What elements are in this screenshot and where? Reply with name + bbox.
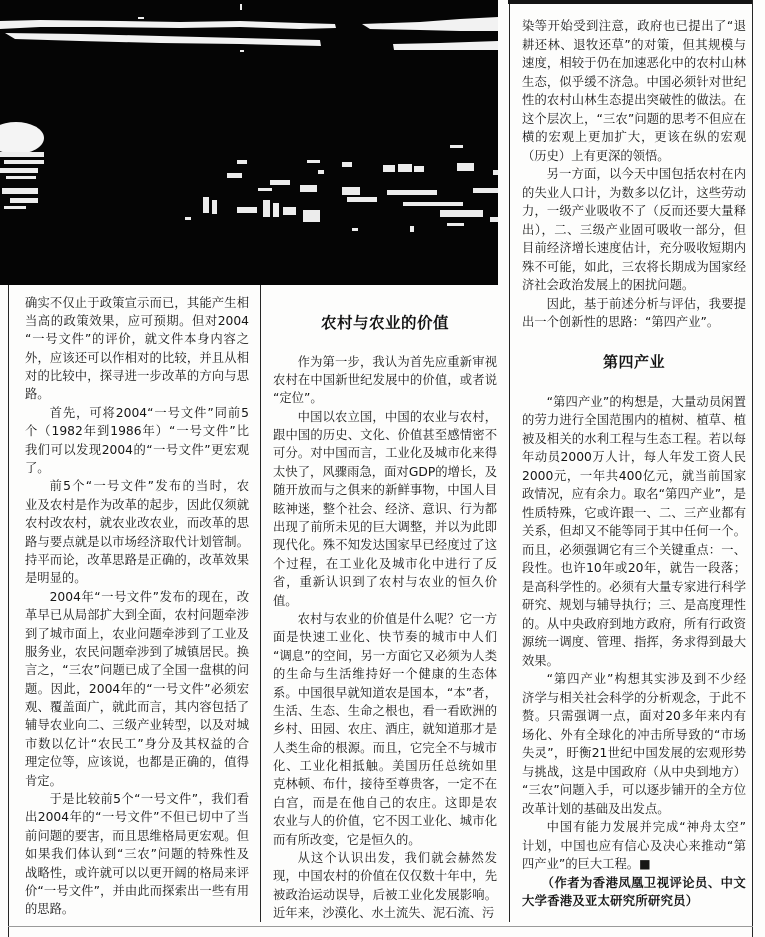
text-line: 改革计划的基础及出发点。 <box>522 801 670 816</box>
text-line: 省，重新认识到了农村与农业的恒久价 <box>273 575 497 590</box>
photo-highlight <box>440 210 483 217</box>
text-line: 关系，但却又不能等同于其中任何一个。 <box>522 524 746 538</box>
text-line: 而有所改变，它是恒久的。 <box>273 832 421 847</box>
column-divider-middle-right <box>509 4 510 922</box>
photo-highlight <box>258 188 272 191</box>
text-line: 路。 <box>25 387 50 402</box>
text-line: 的失业人口计，为数多以亿计，这些劳动 <box>522 185 746 200</box>
photo-highlight <box>270 180 290 185</box>
text-line: 克林顿、布什，接待至尊贵客，一定不在 <box>273 777 497 792</box>
photo-highlight <box>307 160 320 163</box>
text-line: 被政治运动误导，后被工业化发展影响。 <box>273 887 497 902</box>
photo-highlight <box>138 17 144 19</box>
text-line: 出一个创新性的思路：“第四产业”。 <box>522 315 720 329</box>
text-line: 作为第一步，我认为首先应重新审视 <box>297 354 497 369</box>
section-heading-fourth-industry: 第四产业 <box>602 353 665 371</box>
photo-highlight <box>342 187 360 195</box>
photo-highlight <box>237 207 257 213</box>
photo-highlight <box>212 200 217 214</box>
paragraph <box>273 849 497 923</box>
text-line: 当高的政策效果，应可预期。但对2004 <box>25 313 249 328</box>
text-line: 出现了前所未见的巨大调整，并以为此即 <box>273 520 497 535</box>
text-line: 价“一号文件”，并由此而探索出一些有用 <box>25 884 249 898</box>
text-line: “第四产业”构想其实涉及到不少经 <box>546 672 746 686</box>
text-line: （历史）上有更深的领悟。 <box>522 148 670 163</box>
text-line: 前问题的要害，而且思维格局更宏观。但 <box>25 828 249 843</box>
article-photo-image <box>0 0 498 285</box>
text-line: 中国以农立国，中国的农业与农村， <box>297 409 497 424</box>
author-note <box>522 874 746 911</box>
text-line: 观、覆盖面广，就此而言，其内容包括了 <box>25 700 249 715</box>
text-line: 耕还林、退牧还草”的对策，但其规模与 <box>522 37 746 52</box>
text-line: 辅导农业向二、三级产业转型，以及对城 <box>25 718 249 733</box>
paragraph <box>522 670 746 818</box>
text-line: 可分。对中国而言，工业化及城市化来得 <box>273 446 497 461</box>
text-line: 持平而论，改革思路是正确的，改革效果 <box>25 552 249 567</box>
text-line: 农村改农村，就农业改农业，而改革的思 <box>25 516 249 531</box>
text-line: 这个层次上，“三农”问题的思考不但应在 <box>522 111 746 126</box>
right-column-bottom <box>522 393 746 911</box>
text-line: 段性。也许10年或20年，就告一段落； <box>522 561 746 575</box>
text-line: 是高科学性的。必须有大量专家进行科学 <box>522 579 746 594</box>
text-line: 源统一调度、管理、指挥，务求得到最大 <box>522 635 746 649</box>
text-line: 效果。 <box>522 653 559 668</box>
text-line: 业及农村是作为改革的起步，因此仅须就 <box>25 497 249 512</box>
text-line: 系。中国很早就知道农是国本，“本”者， <box>273 685 497 700</box>
paragraph <box>273 610 497 849</box>
text-line: 济学与相关社会科学的分析观念，于此不 <box>522 690 746 705</box>
text-line: 而且，必须强调它有三个关键重点：一、 <box>522 542 746 557</box>
text-line: 题。因此，2004年的“一号文件”必须宏 <box>25 681 249 696</box>
photo-highlight <box>0 122 44 154</box>
bottom-border <box>8 926 753 927</box>
text-line: 理定位等，应该说，也都是正确的，值得 <box>25 755 249 770</box>
text-line: 研究、规划与辅导执行；三、是高度理性 <box>522 598 746 612</box>
text-line: 的思路。 <box>25 902 75 917</box>
text-line: 2004年“一号文件”发布的现在，改 <box>49 589 249 604</box>
text-line: 于是比较前5个“一号文件”，我们看 <box>49 792 249 807</box>
text-line: 个过程，在工业化及城市化中进行了反 <box>273 556 497 571</box>
photo-highlight <box>283 207 296 215</box>
text-line: 肯定。 <box>25 773 62 788</box>
text-line: 赘。只需强调一点，面对20多年来内有 <box>522 709 746 723</box>
text-line: 前5个“一号文件”发布的当时，农 <box>49 479 249 494</box>
text-line: 人类生命的根源。而且，它完全不与城市 <box>273 740 497 755</box>
photo-highlight <box>185 217 191 220</box>
photo-highlight <box>490 217 498 222</box>
photo-highlight <box>240 4 242 10</box>
text-line: 农业与人的价值，它不因工业化、城市化 <box>273 814 497 829</box>
text-line: “三农”问题入手，可以逐步铺开的全方位 <box>522 783 746 797</box>
photo-highlight <box>4 160 44 164</box>
photo-highlight <box>347 197 377 202</box>
text-line: 跟中国的历史、文化、价值甚至感情密不 <box>273 428 497 443</box>
text-line: 市数以亿计“农民工”身分及其权益的合 <box>25 736 249 751</box>
paragraph <box>25 477 249 587</box>
photo-highlight <box>203 197 209 213</box>
text-line: 失灵”，盱衡21世纪中国发展的宏观形势 <box>522 746 746 760</box>
photo-highlight <box>2 188 38 194</box>
text-line: “第四产业”的构想是，大量动员闲置 <box>546 394 746 409</box>
photo-highlight <box>0 20 336 29</box>
photo-highlight <box>414 166 424 172</box>
photo-highlight <box>383 165 395 172</box>
text-line: 是明显的。 <box>25 571 87 586</box>
text-line: 济社会政治发展上的困扰问题。 <box>522 278 695 292</box>
photo-highlight <box>237 160 247 164</box>
text-line: 横的宏观上更加扩大，更该在纵的宏观 <box>522 130 746 144</box>
text-line: 眩神迷，整个社会、经济、意识、行为都 <box>273 501 497 516</box>
text-line: 我们可以发现2004的“一号文件”更宏观 <box>25 442 249 457</box>
text-line: 染等开始受到注意，政府也已提出了“退 <box>522 19 746 33</box>
text-line: 值。 <box>273 593 298 608</box>
text-line: 年动员2000万人计，每人年发工资人民 <box>522 450 746 464</box>
photo-highlight <box>450 145 463 148</box>
photo-highlight <box>5 33 321 46</box>
middle-column <box>273 353 497 923</box>
text-line: 另一方面，以今天中国包括农村在内 <box>546 167 746 181</box>
paragraph <box>522 17 746 165</box>
left-outer-border <box>8 285 9 937</box>
text-line: 被及相关的水利工程与生态工程。若以每 <box>522 431 746 446</box>
text-line: 白宫，而是在他自己的农庄。这即是农 <box>273 795 497 810</box>
paragraph <box>25 404 249 478</box>
paragraph <box>25 294 249 404</box>
text-line: 出），二、三级产业固可吸收一部分，但 <box>522 222 746 237</box>
text-line: 确实不仅止于政策宣示而已，其能产生相 <box>25 295 249 310</box>
text-line: 如果我们体认到“三农”问题的特殊性及 <box>25 847 249 862</box>
text-line: 农村与农业的价值是什么呢？它一方 <box>297 611 497 626</box>
paragraph <box>522 165 746 295</box>
paragraph <box>25 588 249 790</box>
text-line: 近年来，沙漠化、水土流失、泥石流、污 <box>273 906 495 921</box>
text-line: 力，一级产业吸收不了（反而还要大量释 <box>522 204 746 218</box>
text-line: 速度，相较于仍在加速恶化中的农村山林 <box>522 56 746 70</box>
text-line: 生活、生态、生命之根也，看一看欧洲的 <box>273 703 497 718</box>
top-edge-strip <box>508 0 753 4</box>
text-line: 的。从中央政府到地方政府，所有行政资 <box>522 616 746 631</box>
text-line: 首先，可将2004“一号文件”同前5 <box>49 405 249 420</box>
text-line: 个（1982年到1986年）“一号文件”比 <box>25 424 249 439</box>
text-line: 对的比较中，探寻进一步改革的方向与思 <box>25 369 249 384</box>
text-line: 场化、外有全球化的冲击所导致的“市场 <box>522 727 746 742</box>
text-line: 外，应该还可以作相对的比较，并且从相 <box>25 350 249 365</box>
photo-highlight <box>447 223 464 226</box>
photo-highlight <box>318 170 324 174</box>
photo-highlight <box>398 164 412 172</box>
text-line: 四产业”的巨大工程。■ <box>522 857 651 871</box>
text-line: 出2004年的“一号文件”不但已切中了当 <box>25 810 249 825</box>
section-heading-rural-agriculture-value: 农村与农业的价值 <box>320 313 449 332</box>
photo-highlight <box>0 152 44 157</box>
text-line: 中国有能力发展并完成“神舟太空” <box>546 820 746 834</box>
text-line: 计划，中国也应有信心及决心来推动“第 <box>522 838 746 853</box>
photo-highlight <box>227 173 242 178</box>
article-photo <box>0 0 498 285</box>
text-line: 性质特殊，它或许跟一、二、三产业都有 <box>522 505 746 520</box>
text-line: 生态，似乎缓不济急。中国必须针对世纪 <box>522 74 746 89</box>
photo-highlight <box>493 170 498 175</box>
paragraph <box>25 790 249 919</box>
photo-highlight <box>4 206 26 209</box>
text-line: 化、工业化相抵触。美国历任总统如里 <box>273 759 497 774</box>
text-line: 与挑战，这是中国政府（从中央到地方） <box>522 764 746 779</box>
left-column <box>25 294 249 919</box>
paragraph <box>522 295 746 332</box>
photo-highlight <box>10 198 38 203</box>
text-line: “一号文件”的评价，就文件本身内容之 <box>25 332 249 347</box>
text-line: 革早已从局部扩大到全面，农村问题牵涉 <box>25 608 249 623</box>
photo-highlight <box>362 17 498 31</box>
photo-highlight <box>303 210 320 222</box>
text-line: 服务业，农民问题牵涉到了城镇居民。换 <box>25 644 249 659</box>
text-line: 现，中国农村的价值在仅仅数十年中，先 <box>273 869 497 884</box>
text-line: 乡村、田园、农庄、酒庄，就知道那才是 <box>273 722 497 737</box>
text-line: 了。 <box>25 461 50 476</box>
photo-highlight <box>6 176 36 179</box>
text-line: 的生命与生活维持好一个健康的生态体 <box>273 667 497 682</box>
photo-highlight <box>410 226 414 232</box>
photo-highlight <box>263 200 270 217</box>
text-line: 从这个认识出发，我们就会赫然发 <box>297 851 497 866</box>
text-line: 农村在中国新世纪发展中的价值，或者说 <box>273 372 497 387</box>
photo-highlight <box>240 50 244 52</box>
text-line: “调息”的空间，另一方面它又必须为人类 <box>273 648 497 663</box>
text-line: 目前经济增长速度估计，充分吸收短期内 <box>522 241 746 255</box>
photo-highlight <box>457 163 474 171</box>
text-line: 路与要点就是以市场经济取代计划管制。 <box>25 534 249 549</box>
photo-highlight <box>387 190 437 195</box>
text-line: 的劳力进行全国范围内的植树、植草、植 <box>522 413 746 427</box>
photo-highlight <box>352 228 358 231</box>
text-line: 政情况，应有余力。取名“第四产业”，是 <box>522 487 746 501</box>
text-line: 大学香港及亚太研究所研究员） <box>522 894 699 908</box>
text-line: 2000元，一年共400亿元，就当前国家 <box>522 468 746 483</box>
text-line: 殊不可能，如此，三农将长期成为国家经 <box>522 259 746 274</box>
text-line: 战略性，或许就可以以更开阔的格局来评 <box>25 865 249 880</box>
paragraph <box>522 818 746 874</box>
paragraph <box>273 408 497 610</box>
column-divider-left-middle <box>260 285 261 922</box>
text-line: 太快了，风骤雨急，面对GDP的增长，及 <box>273 464 497 479</box>
text-line: （作者为香港凤凰卫视评论员、中文 <box>541 875 746 890</box>
text-line: 面是快速工业化、快节奏的城市中人们 <box>273 630 497 645</box>
photo-highlight <box>473 188 498 193</box>
photo-highlight <box>403 202 463 206</box>
text-line: 现代化。殊不知发达国家早已经度过了这 <box>273 538 497 553</box>
right-column-top <box>522 17 746 332</box>
text-line: 随开放而与之俱来的新鲜事物，中国人目 <box>273 483 497 498</box>
right-outer-border <box>752 0 753 937</box>
photo-highlight <box>300 185 317 192</box>
photo-highlight <box>342 162 352 167</box>
photo-highlight <box>273 203 279 217</box>
text-line: 到了城市面上，农业问题牵涉到了工业及 <box>25 626 249 641</box>
paragraph <box>273 353 497 408</box>
text-line: 因此，基于前述分析与评估，我要提 <box>546 296 746 311</box>
photo-highlight <box>393 41 498 50</box>
paragraph <box>522 393 746 671</box>
photo-highlight <box>0 168 38 173</box>
text-line: “定位”。 <box>273 391 323 406</box>
text-line: 言之，“三农”问题已成了全国一盘棋的问 <box>25 663 249 678</box>
text-line: 性的农村山林生态提出突破性的做法。在 <box>522 93 746 107</box>
